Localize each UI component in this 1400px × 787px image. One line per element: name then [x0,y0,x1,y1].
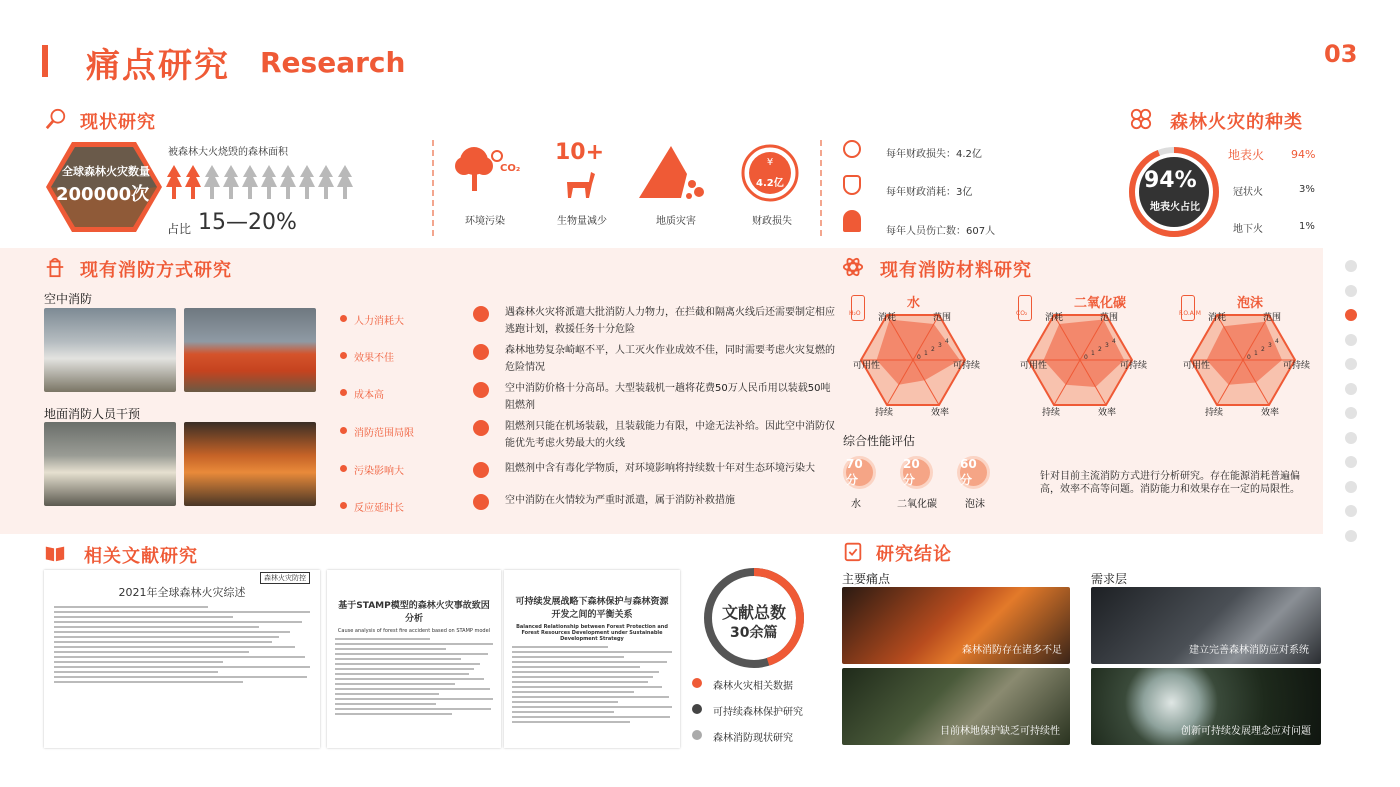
header-bar [42,45,48,77]
radar-tick: 0 [1084,354,1088,361]
text-line [512,651,672,653]
pager-dot[interactable] [1345,481,1357,493]
card-caption: 森林消防存在诸多不足 [962,645,1062,656]
search-icon [45,108,67,130]
ratio-value: 15—20% [198,210,297,235]
impact-label-biomass: 生物量减少 [557,216,607,227]
text-line [512,671,659,673]
pager-dot[interactable] [1345,383,1357,395]
pager-dot[interactable] [1345,285,1357,297]
extinguisher-tag: H₂O [849,310,861,317]
issue-item: 污染影响大 [354,466,404,477]
text-line [54,676,307,678]
radar-tick: 2 [1261,346,1265,353]
deer-icon [563,168,597,200]
ten-plus-text: 10+ [555,140,605,165]
radar-axis-label: 持续 [875,408,894,418]
air-photo-1 [44,308,176,392]
atom-icon [842,256,864,278]
co2-text: CO₂ [500,163,521,174]
ring-value: 30余篇 [730,625,778,641]
radar-tick: 3 [1268,342,1272,349]
type-value-ground: 1% [1299,221,1315,232]
radar-tick: 2 [931,346,935,353]
paper-1-tag: 森林火灾防控 [260,572,310,584]
tree-icon [280,165,296,199]
issue-bullet [340,315,347,322]
radar-axis-label: 消耗 [1045,313,1064,323]
card-caption: 建立完善森林消防应对系统 [1189,645,1309,656]
air-photo-2 [184,308,316,392]
extinguisher-icon [1018,295,1032,321]
pager-dot[interactable] [1345,530,1357,542]
radar-axis-label: 可用性 [853,361,881,371]
type-name-crown: 冠状火 [1233,187,1263,198]
card-1[interactable] [842,587,1070,664]
text-line [335,698,493,700]
area-label: 被森林大火烧毁的森林面积 [168,147,288,158]
coin-value: 4.2亿 [756,178,784,189]
text-line [54,611,310,613]
pager-dot[interactable] [1345,407,1357,419]
issue-item: 人力消耗大 [354,316,404,327]
text-line [335,653,488,655]
type-name-ground: 地下火 [1233,224,1263,235]
text-line [54,646,295,648]
issue-desc: 阻燃剂中含有毒化学物质，对环境影响将持续数十年对生态环境污染大 [505,463,815,474]
issue-icon [473,420,489,436]
tree-icon [318,165,334,199]
issue-item: 成本高 [354,390,384,401]
air-label: 空中消防 [44,292,93,306]
text-line [335,643,493,645]
card-4[interactable] [1091,668,1321,745]
radar-axis-label: 消耗 [878,313,897,323]
paper-3[interactable] [504,570,680,748]
radar-tick: 2 [1098,346,1102,353]
grid-flower-icon [1130,108,1152,130]
text-line [54,641,272,643]
text-line [54,666,310,668]
issue-item: 效果不佳 [354,353,394,364]
text-line [54,606,208,608]
radar-axis-label: 效率 [1098,408,1117,418]
radar-tick: 3 [1105,342,1109,349]
radar-tick: 1 [924,350,928,357]
tree-icon [242,165,258,199]
text-line [54,626,259,628]
text-line [335,708,491,710]
pager-dot[interactable] [1345,334,1357,346]
divider [432,140,434,236]
svg-text:¥: ¥ [766,157,774,168]
materials-summary: 针对目前主流消防方式进行分析研究。存在能源消耗普遍偏高，效率不高等问题。消防能力和效果存在一定的局限性。 [1040,471,1300,495]
pain-label: 主要痛点 [842,572,891,586]
radar-axis-label: 可用性 [1183,361,1211,371]
methods-title: 现有消防方式研究 [80,260,232,281]
issue-item: 消防范围局限 [354,428,414,439]
text-line [54,616,233,618]
text-line [512,681,648,683]
score-label: 水 [851,499,861,510]
issue-item: 反应延时长 [354,503,404,514]
text-line [512,716,670,718]
issue-icon [473,494,489,510]
card-2[interactable] [1091,587,1321,664]
tree-icon [204,165,220,199]
tree-icon [337,165,353,199]
legend-dot [692,678,702,688]
text-line [512,711,614,713]
clipboard-check-icon [842,540,864,562]
text-line [512,656,624,658]
radar-axis-label: 可持续 [1120,361,1148,371]
issue-icon [473,306,489,322]
tree-icon [299,165,315,199]
issue-bullet [340,352,347,359]
paper-2[interactable] [327,570,501,748]
page-title: 痛点研究 [86,46,230,86]
issue-icon [473,462,489,478]
tree-icon [185,165,201,199]
tree-icon [261,165,277,199]
score-circle: 70分 [843,456,876,489]
score-circle: 60分 [957,456,990,489]
conclusion-title: 研究结论 [876,544,952,565]
score-label: 二氧化碳 [897,499,937,510]
radar-axis-label: 持续 [1042,408,1061,418]
extinguisher-tag: CO₂ [1016,310,1028,317]
text-line [512,706,672,708]
legend-label: 森林火灾相关数据 [713,681,793,692]
legend-label: 森林消防现状研究 [713,733,793,744]
type-name-surface: 地表火 [1228,148,1265,162]
radar-axis-label: 范围 [1100,313,1119,323]
stat-casualty: 每年人员伤亡数：607人 [886,226,996,237]
text-line [512,721,630,723]
status-title: 现状研究 [80,112,156,133]
radar-axis-label: 范围 [1263,313,1282,323]
page-number: 03 [1324,40,1358,68]
text-line [54,661,223,663]
text-line [512,701,618,703]
score-label: 泡沫 [965,499,985,510]
issue-icon [473,382,489,398]
types-percent-caption: 地表火占比 [1150,202,1200,213]
radar-tick: 4 [1112,338,1116,345]
issue-desc: 阻燃剂只能在机场装载，且装载能力有限，中途无法补给。因此空中消防仅能优先考虑火势最大的火线 [505,421,835,449]
text-line [54,671,218,673]
issue-bullet [340,502,347,509]
text-line [335,693,439,695]
text-line [335,688,490,690]
issue-icon [473,344,489,360]
pager-dot[interactable] [1345,260,1357,272]
issue-bullet [340,427,347,434]
pager-dot[interactable] [1345,505,1357,517]
radar-axis-label: 可持续 [953,361,981,371]
text-line [335,648,446,650]
paper-3-title: 可持续发展战略下森林保护与森林资源开发之间的平衡关系 [515,597,669,620]
extinguisher-icon [1181,295,1195,321]
radar-axis-label: 效率 [1261,408,1280,418]
text-line [335,638,430,640]
issue-desc: 空中消防在火情较为严重时派遣，属于消防补救措施 [505,495,735,506]
text-line [512,691,634,693]
text-line [54,636,279,638]
text-line [54,621,302,623]
issue-desc: 遇森林火灾将派遣大批消防人力物力，在拦截和隔离火线后还需要制定相应逃跑计划，救援任务十分危险 [505,307,835,335]
hydrant-icon [44,256,66,278]
literature-title: 相关文献研究 [84,546,198,567]
tree-icon [223,165,239,199]
money-bag-icon [843,175,861,195]
extinguisher-tag: F.O.A.M [1179,310,1201,317]
issue-desc: 森林地势复杂崎岖不平，人工灭火作业成效不佳，同时需要考虑火灾复燃的危险情况 [505,345,835,373]
page-title-en: Research [260,46,406,79]
text-line [512,661,667,663]
text-line [512,676,653,678]
card-3[interactable] [842,668,1070,745]
materials-title: 现有消防材料研究 [880,260,1032,281]
badge-value: 200000次 [56,184,150,205]
radar-axis-label: 消耗 [1208,313,1227,323]
coin-icon [740,143,800,203]
tree-icons [166,165,366,199]
book-icon [44,542,66,564]
text-line [512,666,640,668]
ring-label: 文献总数 [722,603,787,622]
ground-photo-2 [184,422,316,506]
radar-title: 泡沫 [1237,296,1264,311]
text-line [335,683,455,685]
radar-title: 二氧化碳 [1074,296,1127,311]
paper-2-en: Cause analysis of forest fire accident based on STAMP model [337,628,491,634]
text-line [335,663,480,665]
text-line [512,686,662,688]
radar-tick: 4 [1275,338,1279,345]
pager-dot[interactable] [1345,358,1357,370]
radar-axis-label: 可持续 [1283,361,1311,371]
radar-tick: 1 [1254,350,1258,357]
text-line [335,658,461,660]
radar-title: 水 [907,296,921,311]
radar-tick: 0 [917,354,921,361]
issue-bullet [340,389,347,396]
text-line [54,651,249,653]
ground-photo-1 [44,422,176,506]
coins-icon [843,140,861,158]
radar-axis-label: 持续 [1205,408,1224,418]
types-title: 森林火灾的种类 [1170,112,1303,133]
radar-axis-label: 范围 [933,313,952,323]
text-line [335,678,484,680]
text-line [335,703,436,705]
radar-tick: 3 [938,342,942,349]
legend-dot [692,704,702,714]
radar-axis-label: 可用性 [1020,361,1048,371]
ground-label: 地面消防人员干预 [44,407,141,421]
impact-label-finance: 财政损失 [752,216,792,227]
paper-2-title: 基于STAMP模型的森林火灾事故致因分析 [338,601,490,624]
text-line [54,681,243,683]
text-line [335,668,474,670]
extinguisher-icon [851,295,865,321]
person-injury-icon [843,210,861,232]
stat-loss: 每年财政损失：4.2亿 [886,149,982,160]
need-label: 需求层 [1091,572,1128,586]
impact-label-geology: 地质灾害 [656,216,696,227]
badge-label: 全球森林火灾数量 [62,165,150,178]
eval-title: 综合性能评估 [843,434,916,448]
pager-dot[interactable] [1345,309,1357,321]
text-line [335,713,452,715]
pager-dot[interactable] [1345,432,1357,444]
ratio-label: 占比 [167,222,192,236]
type-value-surface: 94% [1291,148,1316,161]
text-line [54,656,305,658]
text-line [512,696,669,698]
score-circle: 20分 [900,456,933,489]
radar-tick: 0 [1247,354,1251,361]
types-percent: 94% [1144,168,1197,193]
text-line [54,631,290,633]
stat-cost: 每年财政消耗：3亿 [886,187,973,198]
card-caption: 目前林地保护缺乏可持续性 [940,726,1060,737]
paper-1-title: 2021年全球森林火灾综述 [118,586,246,599]
legend-label: 可持续森林保护研究 [713,707,803,718]
radar-axis-label: 效率 [931,408,950,418]
card-caption: 创新可持续发展理念应对问题 [1181,726,1311,737]
pager-dot[interactable] [1345,456,1357,468]
paper-1[interactable] [44,570,320,748]
impact-label-pollution: 环境污染 [465,216,505,227]
text-line [335,673,469,675]
landslide-icon [637,144,707,200]
divider [820,140,822,236]
tree-icon [166,165,182,199]
legend-dot [692,730,702,740]
radar-tick: 4 [945,338,949,345]
type-value-crown: 3% [1299,184,1315,195]
issue-bullet [340,465,347,472]
paper-3-en: Balanced Relationship between Forest Protection and Forest Resources Development under Sustainable Development Strategy [516,624,668,642]
issue-desc: 空中消防价格十分高昂。大型装载机一趟将花费50万人民币用以装载50吨阻燃剂 [505,383,831,411]
text-line [512,646,608,648]
radar-tick: 1 [1091,350,1095,357]
